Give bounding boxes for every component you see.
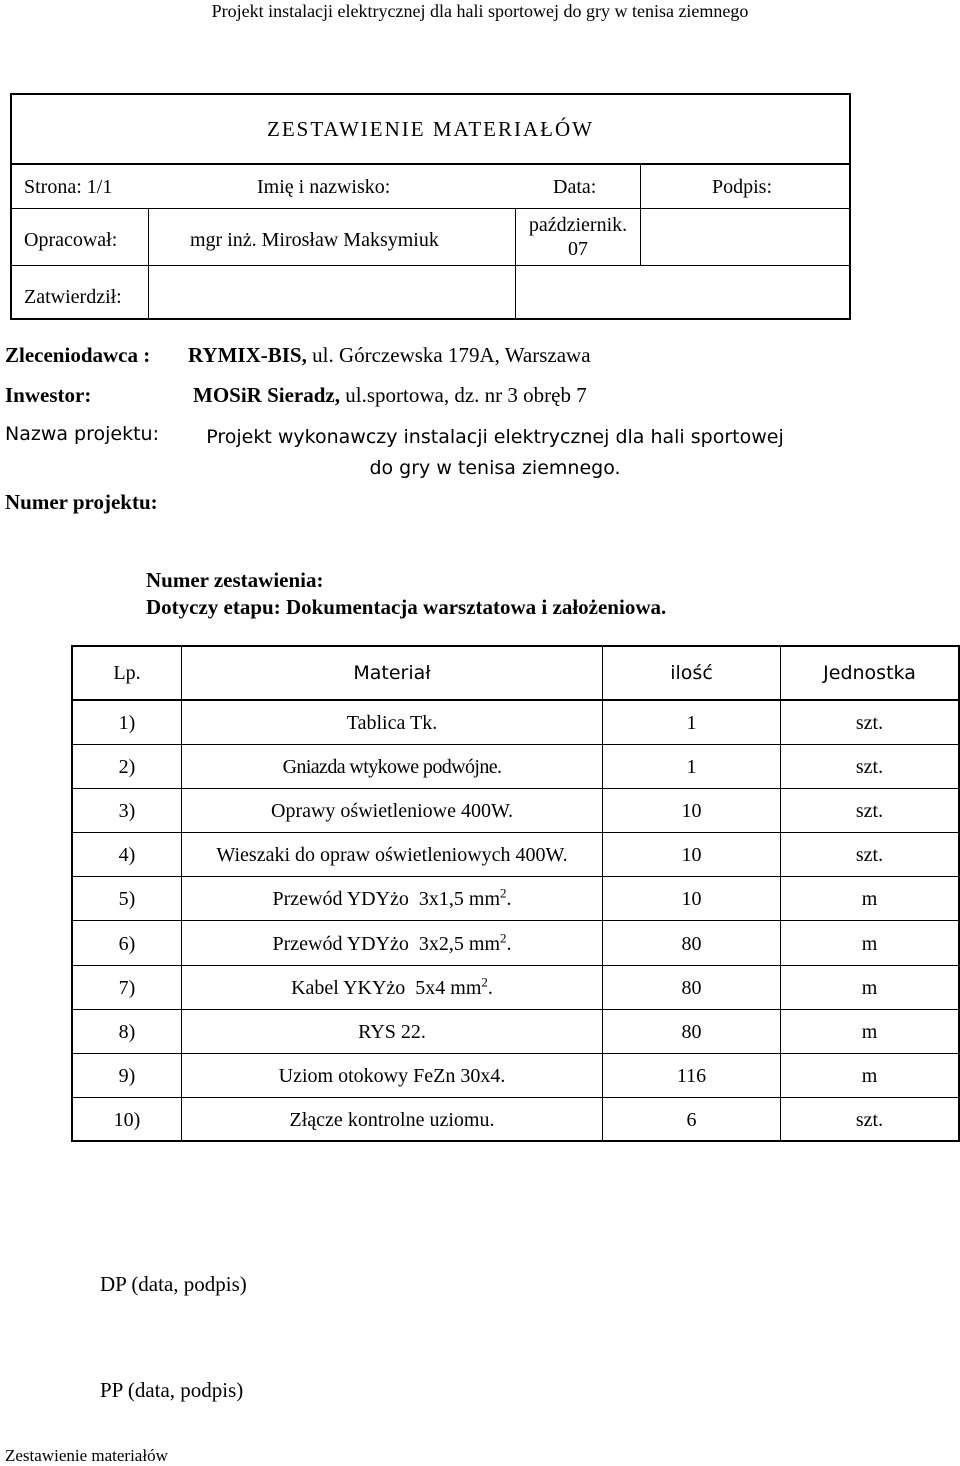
prepared-date-year: 07 [568,238,588,260]
prepared-label: Opracował: [24,229,118,251]
approved-label: Zatwierdził: [24,286,122,308]
row-lp: 8) [118,1020,136,1043]
header-material: Materiał [353,662,431,684]
page-label: Strona: 1/1 [24,176,113,198]
row-material [182,1098,602,1142]
document-footer: Zestawienie materiałów [5,1446,168,1465]
table-header [73,647,958,701]
project-name-label: Nazwa projektu: [5,423,159,445]
material-name: Złącze kontrolne uziomu. [289,1108,495,1131]
divider [12,265,849,266]
table-row [73,966,958,1010]
material-name-tail: . [487,976,493,999]
table-row [73,833,958,877]
row-unit: m [861,1020,878,1043]
sheet-title: ZESTAWIENIE MATERIAŁÓW [267,117,594,141]
material-name: Przewód YDYżo 3x1,5 mm [272,888,501,911]
row-material [182,701,602,745]
row-lp: 2) [118,756,136,779]
title-block [10,93,851,320]
row-material [182,922,602,966]
row-quantity: 1 [686,712,697,734]
material-name: Uziom otokowy FeZn 30x4. [278,1064,506,1087]
row-unit: szt. [855,756,884,779]
row-unit: szt. [855,800,884,823]
divider [640,163,641,265]
row-lp: 7) [118,976,136,999]
project-name-line: do gry w tenisa ziemnego. [369,457,621,479]
row-material [182,833,602,877]
row-lp: 5) [118,888,136,911]
project-name-line: Projekt wykonawczy instalacji elektrycznej dla hali sportowej [206,426,784,448]
investor-name: MOSiR Sieradz, [193,383,340,407]
signature-label: Podpis: [712,176,773,198]
row-material [182,966,602,1010]
row-unit: m [861,1064,878,1087]
investor-label: Inwestor: [5,383,92,407]
material-name: Tablica Tk. [346,712,438,734]
client-value [188,343,591,367]
material-name: Gniazda wtykowe podwójne. [282,756,502,779]
table-row [73,1054,958,1098]
table-row [73,701,958,745]
row-material [182,877,602,921]
divider [12,163,849,165]
row-unit: szt. [855,1108,884,1131]
divider [148,208,149,320]
row-lp: 4) [118,844,136,867]
client-address: ul. Górczewska 179A, Warszawa [312,343,591,367]
unit-exponent: 2 [500,885,507,901]
row-lp: 6) [118,932,136,955]
materials-table [71,645,960,1142]
unit-exponent: 2 [500,929,507,945]
row-lp: 1) [118,712,136,734]
row-unit: szt. [855,712,884,734]
row-lp: 10) [113,1108,141,1131]
investor-value [193,383,587,407]
unit-exponent: 2 [481,973,488,989]
row-quantity: 80 [681,976,702,999]
material-name: Przewód YDYżo 3x2,5 mm [272,932,501,955]
table-row [73,922,958,966]
header-unit: Jednostka [823,662,916,684]
client-label: Zleceniodawca : [5,343,151,367]
row-unit: m [861,976,878,999]
prepared-date [516,213,640,261]
prepared-name: mgr inż. Mirosław Maksymiuk [190,229,439,251]
material-name: Oprawy oświetleniowe 400W. [271,800,513,823]
material-name-tail: . [506,932,512,955]
row-quantity: 116 [676,1064,707,1087]
row-quantity: 10 [681,844,702,867]
table-row [73,1010,958,1054]
row-unit: m [861,932,878,955]
row-material [182,789,602,833]
project-name [190,422,800,484]
row-quantity: 10 [681,800,702,823]
row-material [182,1054,602,1098]
row-unit: m [861,888,878,911]
divider [12,208,849,209]
row-quantity: 80 [681,932,702,955]
document-header: Projekt instalacji elektrycznej dla hali sportowej do gry w tenisa ziemnego [211,1,749,21]
table-row [73,1098,958,1142]
stage-text: Dotyczy etapu: Dokumentacja warsztatowa i założeniowa. [146,595,667,619]
table-row [73,789,958,833]
client-name: RYMIX-BIS, [188,343,307,367]
table-row [73,745,958,789]
header-lp: Lp. [113,662,141,684]
material-name: Kabel YKYżo 5x4 mm [291,976,482,999]
dp-signature-label: DP (data, podpis) [100,1272,247,1296]
material-name: RYS 22. [358,1020,426,1043]
header-quantity: ilość [670,662,713,684]
table-row [73,877,958,921]
row-material [182,1010,602,1054]
material-name-tail: . [506,888,512,911]
row-unit: szt. [855,844,884,867]
list-number-label: Numer zestawienia: [146,568,324,592]
row-lp: 9) [118,1064,136,1087]
investor-address: ul.sportowa, dz. nr 3 obręb 7 [345,383,587,407]
row-quantity: 80 [681,1020,702,1043]
date-label: Data: [553,176,597,198]
row-quantity: 10 [681,888,702,911]
name-label: Imię i nazwisko: [257,176,391,198]
row-material [182,745,602,789]
project-number-label: Numer projektu: [5,490,158,514]
row-quantity: 1 [686,756,697,779]
pp-signature-label: PP (data, podpis) [100,1378,244,1402]
prepared-date-month: październik. [528,214,628,236]
row-lp: 3) [118,800,136,823]
row-quantity: 6 [686,1108,697,1131]
material-name: Wieszaki do opraw oświetleniowych 400W. [216,844,568,867]
